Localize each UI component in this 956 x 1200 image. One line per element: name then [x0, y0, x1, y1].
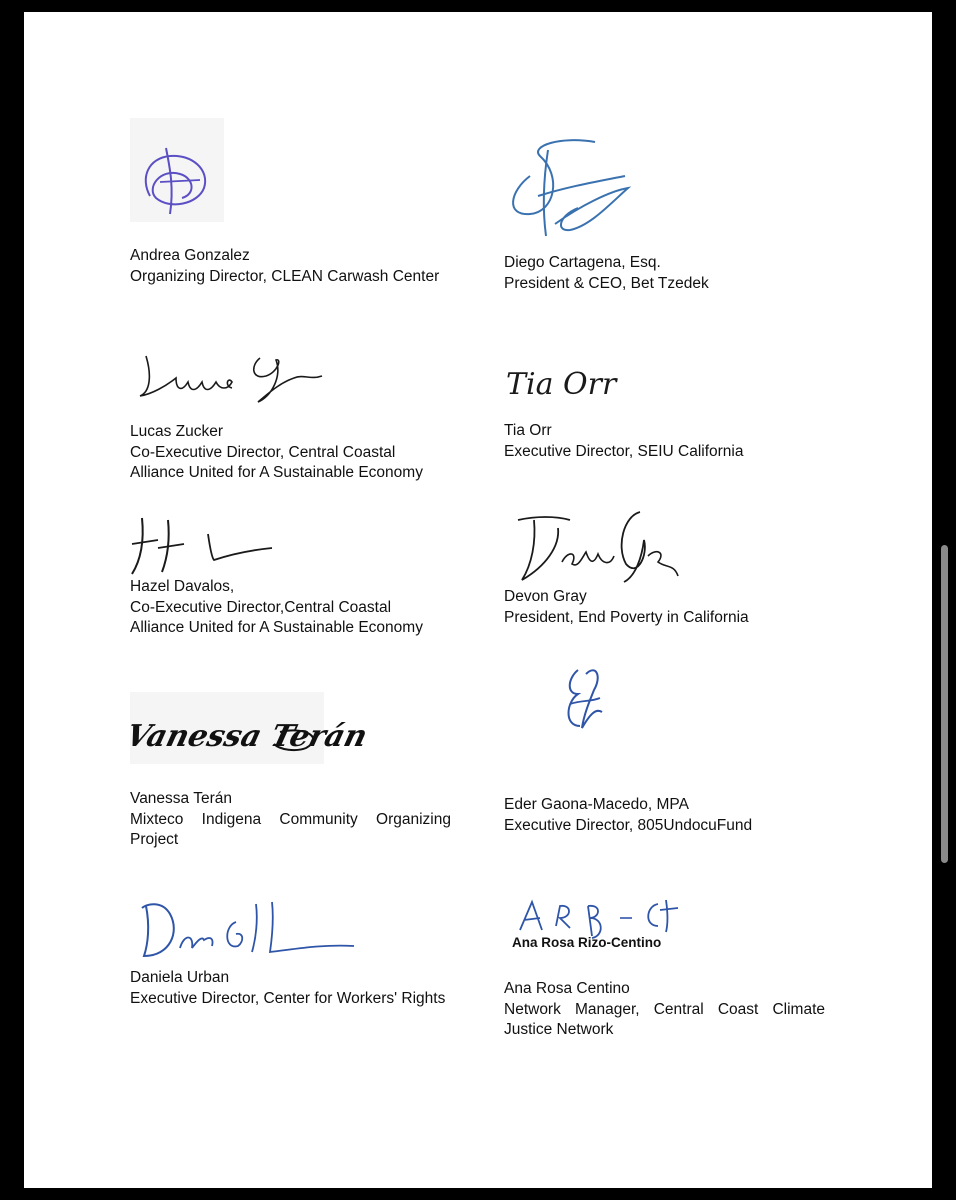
signatory-name: Tia Orr: [504, 422, 552, 439]
signatory-title: Executive Director, SEIU California: [504, 442, 744, 460]
signatory-diego-cartagena: [504, 253, 834, 294]
signatory-name: Vanessa Terán: [130, 790, 232, 807]
signature-devon-gray: [516, 506, 680, 584]
signatory-title: Organizing Director, CLEAN Carwash Center: [130, 267, 440, 285]
signatory-eder-gaona-macedo: [504, 795, 834, 836]
signatory-andrea-gonzalez: [130, 246, 451, 287]
signatory-hazel-davalos: [130, 577, 470, 639]
signature-script-text: Tia Orr: [506, 367, 617, 402]
signatory-title: Co-Executive Director, Central Coastal: [130, 443, 396, 461]
signatory-lucas-zucker: [130, 422, 470, 484]
signatory-title-continued: Alliance United for A Sustainable Economy: [130, 619, 423, 636]
signatory-name: Eder Gaona-Macedo, MPA: [504, 796, 689, 813]
signature-vanessa-teran: [122, 692, 371, 764]
signature-lucas-zucker: [132, 346, 332, 408]
signatory-name: Daniela Urban: [130, 969, 230, 986]
signature-andrea-gonzalez: [130, 118, 224, 222]
signature-hazel-davalos: [128, 514, 278, 580]
signature-tia-orr: [506, 360, 636, 404]
signatory-title: Executive Director, Center for Workers' Rights: [130, 989, 446, 1007]
signatory-title-continued: Alliance United for A Sustainable Economy: [130, 464, 423, 481]
signatory-title: Executive Director, 805UndocuFund: [504, 816, 753, 834]
signatory-name: Ana Rosa Centino: [504, 980, 630, 997]
signatory-name: Diego Cartagena, Esq.: [504, 254, 661, 271]
signature-eder-gaona-macedo: [556, 664, 612, 736]
signatory-name: Hazel Davalos,: [130, 578, 235, 595]
signatory-name: Devon Gray: [504, 588, 587, 605]
signature-daniela-urban: [140, 896, 360, 962]
signatory-title: President, End Poverty in California: [504, 608, 749, 626]
signatory-title: Co-Executive Director,Central Coastal: [130, 598, 392, 616]
signature-script-text: Vanessa Terán: [122, 718, 371, 754]
signatory-vanessa-teran: [130, 789, 451, 851]
signatory-name: Lucas Zucker: [130, 423, 224, 440]
signatory-daniela-urban: [130, 968, 451, 1009]
signature-printed-name: Ana Rosa Rizo-Centino: [512, 935, 662, 950]
signatory-devon-gray: [504, 587, 834, 628]
signatory-title: President & CEO, Bet Tzedek: [504, 274, 709, 292]
signatory-name: Andrea Gonzalez: [130, 247, 250, 264]
signatory-tia-orr: [504, 421, 834, 462]
signatory-title: Mixteco Indigena Community Organizing Project: [130, 810, 451, 848]
signature-diego-cartagena: [500, 136, 635, 246]
signatory-title: Network Manager, Central Coast Climate Justice Network: [504, 1000, 825, 1038]
document-page: [24, 12, 932, 1188]
signatory-ana-rosa-centino: [504, 979, 825, 1041]
scrollbar-thumb[interactable]: [941, 545, 948, 863]
